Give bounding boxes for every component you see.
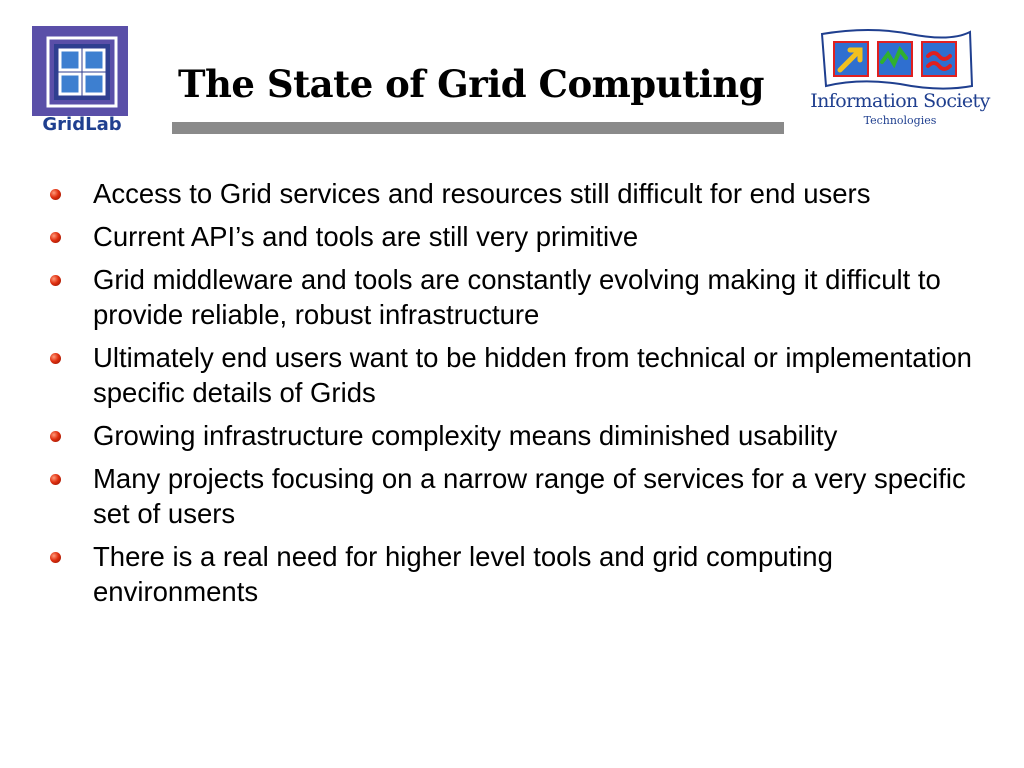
bullet-item <box>48 418 978 453</box>
bullet-list <box>48 176 978 617</box>
bullet-icon <box>50 431 61 442</box>
bullet-item <box>48 340 978 410</box>
bullet-icon <box>50 189 61 200</box>
bullet-icon <box>50 353 61 364</box>
title-divider <box>172 122 784 134</box>
wave-icon <box>878 42 912 76</box>
bullet-item <box>48 176 978 211</box>
bullet-item <box>48 219 978 254</box>
gridlab-logo-text: GridLab <box>42 114 122 135</box>
ist-logo <box>800 28 1000 132</box>
bullet-text: Growing infrastructure complexity means diminished usability <box>93 420 838 451</box>
bullet-text: Many projects focusing on a narrow range of services for a very specific set of users <box>93 463 966 529</box>
bullet-item <box>48 461 978 531</box>
bullet-item <box>48 262 978 332</box>
bullet-icon <box>50 552 61 563</box>
bullet-text: Ultimately end users want to be hidden from technical or implementation specific details of Grids <box>93 342 972 408</box>
bullet-text: Grid middleware and tools are constantly evolving making it difficult to provide reliable, robust infrastructure <box>93 264 941 330</box>
bullet-item <box>48 539 978 609</box>
bullet-text: Access to Grid services and resources still difficult for end users <box>93 178 871 209</box>
bullet-icon <box>50 232 61 243</box>
ist-logo-name: Information Society <box>810 90 990 112</box>
slide-title: The State of Grid Computing <box>178 62 764 106</box>
bullet-icon <box>50 275 61 286</box>
arrow-icon <box>834 42 868 76</box>
bullet-icon <box>50 474 61 485</box>
tilde-icon <box>922 42 956 76</box>
bullet-text: There is a real need for higher level tools and grid computing environments <box>93 541 833 607</box>
bullet-text: Current API’s and tools are still very primitive <box>93 221 639 252</box>
ist-logo-subtitle: Technologies <box>863 114 937 127</box>
